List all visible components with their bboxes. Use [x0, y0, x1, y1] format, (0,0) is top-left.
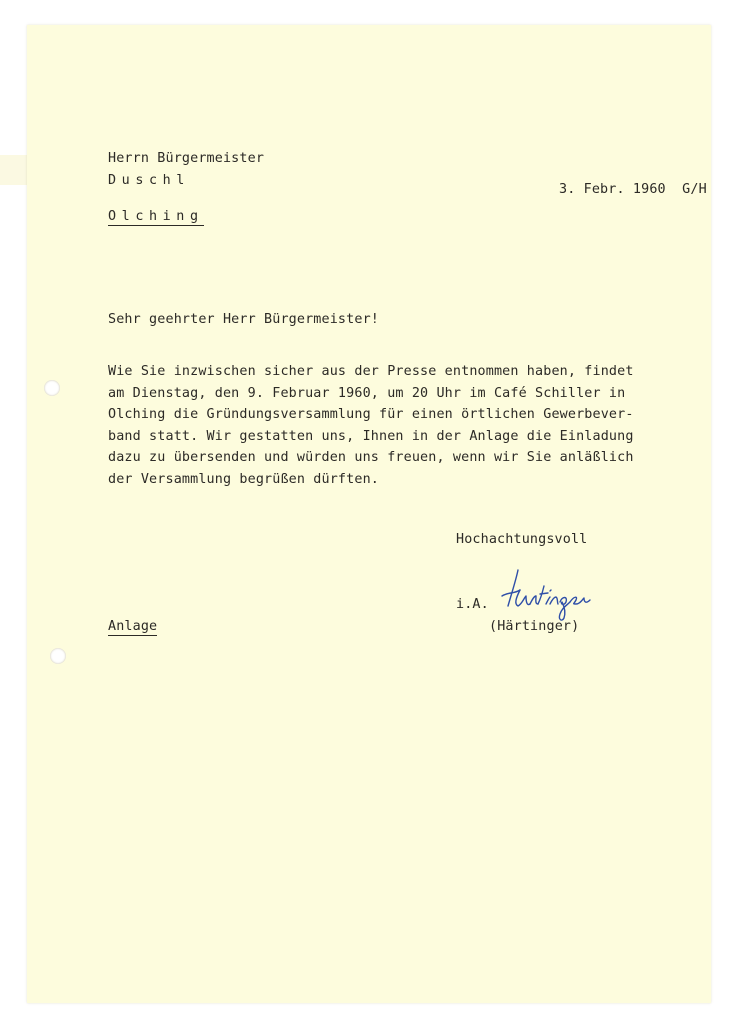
letter-body [108, 361, 634, 491]
recipient-title: Herrn Bürgermeister [108, 151, 265, 166]
recipient-city: Olching [108, 209, 204, 224]
letter-page [27, 25, 711, 1003]
body-line: band statt. Wir gestatten uns, Ihnen in der Anlage die Einladung [108, 428, 634, 444]
paper-edge-strip [0, 155, 27, 185]
punch-hole-top [44, 380, 60, 396]
body-line: der Versammlung begrüßen dürften. [108, 471, 379, 487]
salutation: Sehr geehrter Herr Bürgermeister! [108, 312, 379, 327]
signer-name: (Härtinger) [489, 619, 580, 634]
enclosure-label: Anlage [108, 619, 158, 634]
closing: Hochachtungsvoll [456, 532, 588, 547]
body-line: Olching die Gründungsversammlung für einen örtlichen Gewerbever- [108, 407, 634, 423]
handwritten-signature [500, 566, 596, 622]
recipient-name: Duschl [108, 173, 190, 188]
body-line: dazu zu übersenden und würden uns freuen, wenn wir Sie anläßlich [108, 450, 634, 466]
letter-date: 3. Febr. 1960 G/H [559, 182, 707, 197]
body-line: am Dienstag, den 9. Februar 1960, um 20 Uhr im Café Schiller in [108, 385, 626, 401]
on-behalf-marker: i.A. [456, 597, 489, 612]
body-line: Wie Sie inzwischen sicher aus der Presse entnommen haben, findet [108, 364, 634, 379]
punch-hole-bottom [50, 648, 66, 664]
